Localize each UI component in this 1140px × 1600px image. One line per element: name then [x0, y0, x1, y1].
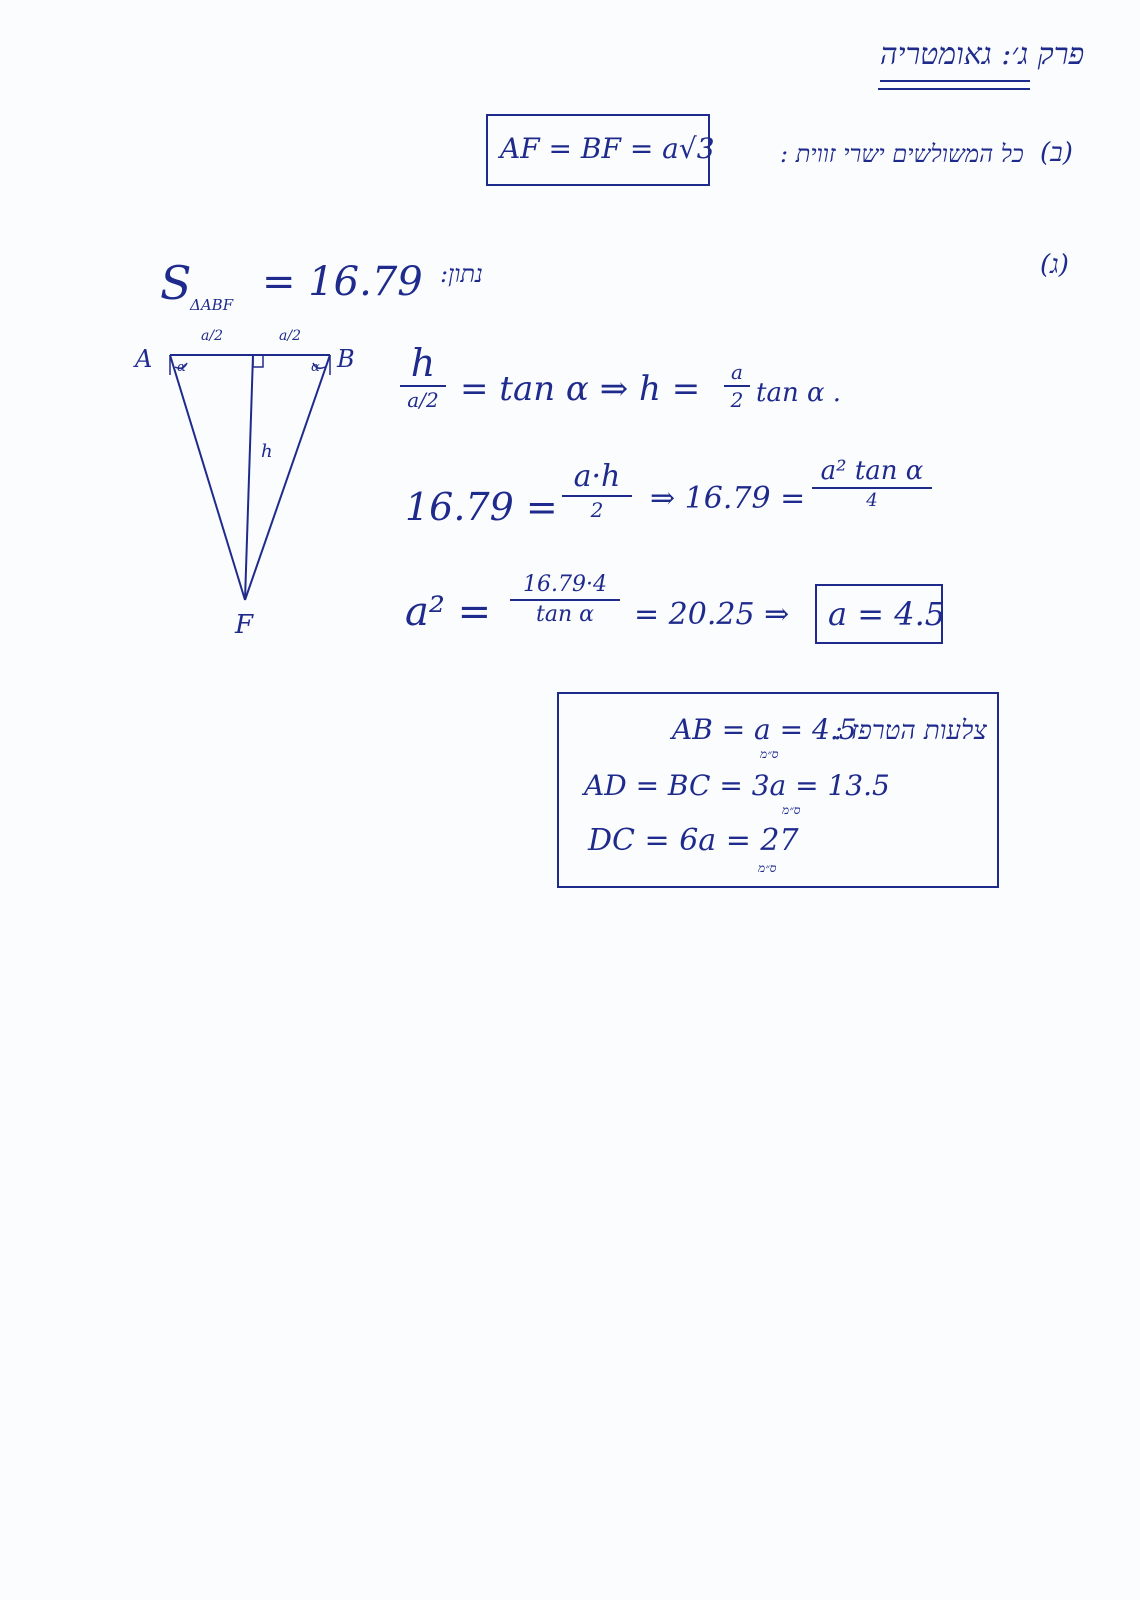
eq3-fraction: 16.79·4 tan α	[510, 574, 620, 626]
eq2-fraction-ah: a·h 2	[562, 462, 632, 520]
eq1-fraction-a2: a 2	[724, 362, 750, 410]
given-prefix: נתון:	[440, 260, 483, 288]
half-base-right: a/2	[279, 328, 301, 344]
vertex-a-label: A	[135, 345, 153, 373]
summary-heading: צלעות הטרפז :	[834, 716, 987, 746]
section-c-number: (ג)	[1040, 250, 1069, 280]
title-underline-1	[880, 80, 1030, 82]
section-b-note: כל המשולשים ישרי זווית :	[780, 140, 1024, 168]
triangle-diagram	[125, 315, 365, 655]
eq1-fraction-h: h a/2	[400, 344, 446, 410]
eq2-fraction-a2tan: a² tan α 4	[812, 458, 932, 510]
summary-unit-1: ס״מ	[760, 747, 779, 761]
angle-right-label: α	[311, 360, 320, 375]
eq2-lhs: 16.79 =	[405, 485, 558, 529]
eq3-rest: = 20.25 ⇒	[634, 597, 790, 632]
vertex-b-label: B	[337, 345, 355, 373]
vertex-f-label: F	[235, 610, 254, 640]
area-value: = 16.79	[262, 259, 423, 305]
section-b-number: (ב)	[1040, 138, 1073, 168]
half-base-left: a/2	[201, 328, 223, 344]
angle-left-label: α	[177, 360, 186, 375]
area-label: S	[160, 256, 192, 310]
summary-unit-2: ס״מ	[782, 803, 801, 817]
boxed-a-value-text: a = 4.5	[828, 595, 946, 633]
eq1-rest: = tan α ⇒ h =	[460, 369, 701, 409]
eq3-lhs: a² =	[405, 589, 492, 635]
summary-unit-3: ס״מ	[758, 861, 777, 875]
eq2-mid: ⇒ 16.79 =	[650, 481, 806, 516]
summary-line-ad-bc: AD = BC = 3a = 13.5	[584, 769, 890, 802]
boxed-result-b-text: AF = BF = a√3	[500, 132, 715, 165]
title-underline-2	[878, 88, 1030, 90]
eq1-tail: tan α .	[756, 378, 842, 408]
height-label: h	[261, 441, 273, 462]
page-title: פרק ג׳: גאומטריה	[880, 37, 1085, 72]
summary-line-dc: DC = 6a = 27	[588, 823, 799, 858]
summary-line-ab: AB = a = 4.5	[672, 713, 857, 746]
area-subscript: ΔABF	[190, 296, 234, 314]
